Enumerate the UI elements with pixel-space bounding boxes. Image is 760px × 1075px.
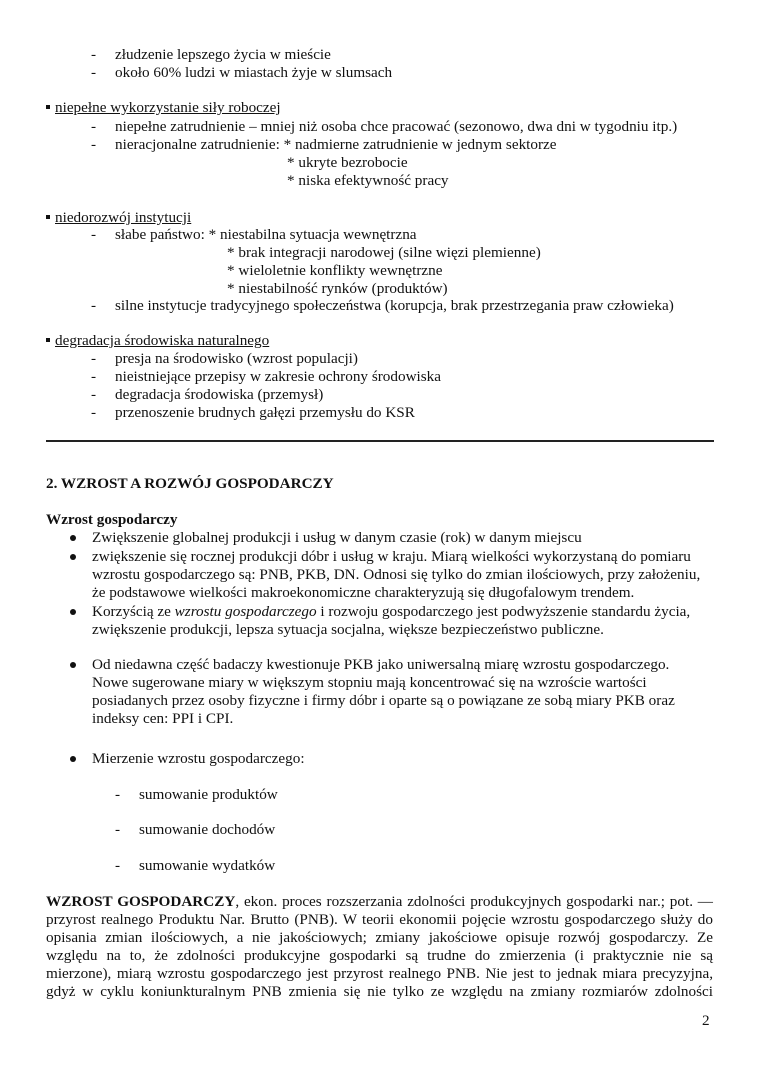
definition-line: względu na to, że zdolności produkcyjne gospodarki są trudne do zmierzenia (i praktycznie nie są — [46, 947, 713, 964]
sub-item: * wieloletnie konflikty wewnętrzne — [227, 262, 443, 279]
list-item: niepełne zatrudnienie – mniej niż osoba chce pracować (sezonowo, dwa dni w tygodniu itp.) — [115, 118, 678, 135]
definition-line: mierzone), miarą wzrostu gospodarczego jest przyrost realnego PNB. Nie jest to jednak miara precyzyjna, — [46, 965, 713, 982]
list-item: przenoszenie brudnych gałęzi przemysłu do KSR — [115, 404, 415, 421]
dash-bullet: - — [91, 350, 97, 367]
section-heading: niedorozwój instytucji — [55, 209, 192, 226]
section-title: 2. WZROST A ROZWÓJ GOSPODARCZY — [46, 475, 334, 492]
section-heading: niepełne wykorzystanie siły roboczej — [55, 99, 281, 116]
list-item: słabe państwo: * niestabilna sytuacja wewnętrzna — [115, 226, 417, 243]
paragraph-line: Od niedawna część badaczy kwestionuje PKB jako uniwersalną miarę wzrostu gospodarczego. — [92, 656, 670, 673]
definition-line: gdyż w cyklu koniunkturalnym PNB zmienia się nie tylko ze względu na zmiany rozmiarów zdolności — [46, 983, 713, 1000]
paragraph-line: Nowe sugerowane miary w większym stopniu mają koncentrować się na wzroście wartości — [92, 674, 647, 691]
paragraph-line: zwiększenie produkcji, lepsza sytuacja socjalna, większe bezpieczeństwo publiczne. — [92, 621, 604, 638]
paragraph-line: posiadanych przez osoby fizyczne i firmy dóbr i oparte są o powiązane ze sobą miary PKB oraz — [92, 692, 675, 709]
paragraph-line: Zwiększenie globalnej produkcji i usług w danym czasie (rok) w danym miejscu — [92, 529, 582, 546]
dash-bullet: - — [91, 368, 97, 385]
definition-line: opisania zmian ilościowych, a nie jakościowych; zmiany jakościowe opisuje rozwój gospodarczy. Ze — [46, 929, 713, 946]
dash-bullet: - — [91, 118, 97, 135]
paragraph-line: że podstawowe wielkości makroekonomiczne charakteryzują się długofalowym trendem. — [92, 584, 635, 601]
emphasis-text: wzrostu gospodarczego — [174, 603, 317, 620]
sub-item: * niska efektywność pracy — [287, 172, 449, 189]
dash-bullet: - — [91, 297, 97, 314]
dash-bullet: - — [91, 226, 97, 243]
sub-item: * ukryte bezrobocie — [287, 154, 408, 171]
sub-item: * niestabilność rynków (produktów) — [227, 280, 448, 297]
dash-bullet: - — [91, 386, 97, 403]
dash-bullet: - — [91, 46, 97, 63]
dash-bullet: - — [91, 404, 97, 421]
list-item: nieracjonalne zatrudnienie: * nadmierne zatrudnienie w jednym sektorze — [115, 136, 557, 153]
horizontal-rule — [46, 440, 714, 442]
list-item: złudzenie lepszego życia w mieście — [115, 46, 331, 63]
paragraph-line: indeksy cen: PPI i CPI. — [92, 710, 234, 727]
dash-bullet: - — [91, 64, 97, 81]
round-bullet-icon — [70, 609, 76, 615]
paragraph-line: Korzyścią ze wzrostu gospodarczego i rozwoju gospodarczego jest podwyższenie standardu życia, — [92, 603, 691, 620]
list-item: presja na środowisko (wzrost populacji) — [115, 350, 358, 367]
round-bullet-icon — [70, 535, 76, 541]
list-item: sumowanie dochodów — [139, 821, 276, 838]
round-bullet-icon — [70, 662, 76, 668]
round-bullet-icon — [70, 756, 76, 762]
dash-bullet: - — [115, 857, 121, 874]
section-heading: degradacja środowiska naturalnego — [55, 332, 270, 349]
list-item: nieistniejące przepisy w zakresie ochrony środowiska — [115, 368, 441, 385]
square-bullet-icon — [46, 215, 50, 219]
subsection-title: Wzrost gospodarczy — [46, 511, 178, 528]
list-item: silne instytucje tradycyjnego społeczeństwa (korupcja, brak przestrzegania praw człowieka) — [115, 297, 674, 314]
square-bullet-icon — [46, 338, 50, 342]
definition-line: WZROST GOSPODARCZY, ekon. proces rozszerzania zdolności produkcyjnych gospodarki nar.; pot. — — [46, 893, 713, 910]
paragraph-line: Mierzenie wzrostu gospodarczego: — [92, 750, 305, 767]
list-item: około 60% ludzi w miastach żyje w slumsach — [115, 64, 393, 81]
list-item: sumowanie wydatków — [139, 857, 276, 874]
list-item: degradacja środowiska (przemysł) — [115, 386, 324, 403]
definition-line: przyrost realnego Produktu Nar. Brutto (PNB). W teorii ekonomii pojęcie wzrostu gospodarczego służy do — [46, 911, 713, 928]
list-item: sumowanie produktów — [139, 786, 278, 803]
round-bullet-icon — [70, 554, 76, 560]
dash-bullet: - — [115, 786, 121, 803]
page-number: 2 — [702, 1012, 710, 1029]
paragraph-line: wzrostu gospodarczego są: PNB, PKB, DN. Odnosi się tylko do zmian ilościowych, przy założeniu, — [92, 566, 701, 583]
square-bullet-icon — [46, 105, 50, 109]
dash-bullet: - — [91, 136, 97, 153]
dash-bullet: - — [115, 821, 121, 838]
paragraph-line: zwiększenie się rocznej produkcji dóbr i usług w kraju. Miarą wielkości wykorzystaną do pomiaru — [92, 548, 691, 565]
sub-item: * brak integracji narodowej (silne więzi plemienne) — [227, 244, 541, 261]
definition-term: WZROST GOSPODARCZY — [46, 893, 236, 910]
